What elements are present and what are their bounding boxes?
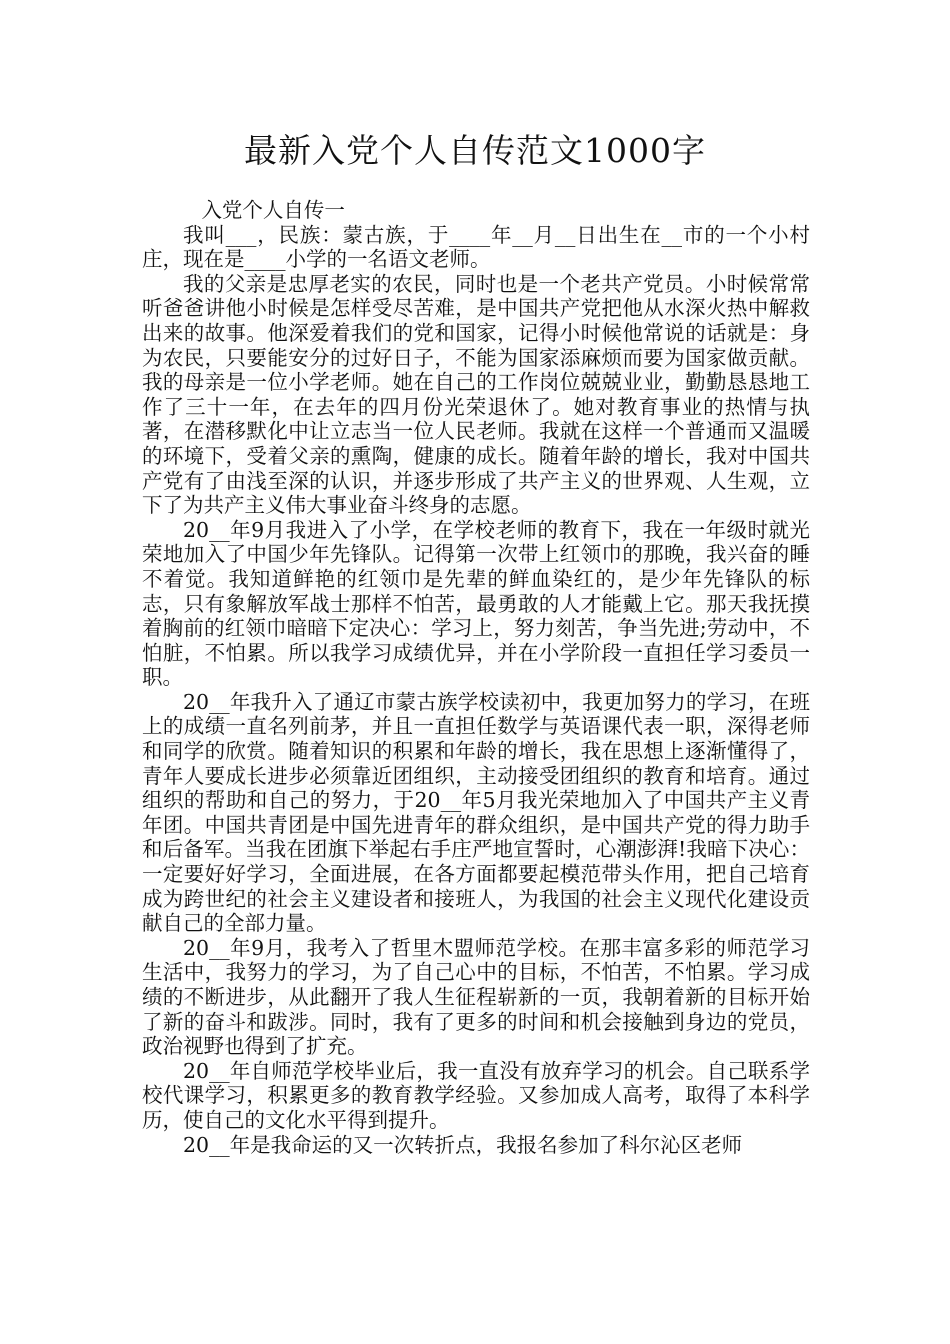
paragraph-turning-point: 20__年是我命运的又一次转折点，我报名参加了科尔沁区老师 bbox=[183, 1132, 743, 1157]
document-body bbox=[142, 198, 810, 1157]
paragraph-graduation: 20__年自师范学校毕业后，我一直没有放弃学习的机会。自己联系学校代课学习，积累更多的教育教学经验。又参加成人高考，取得了本科学历，使自己的文化水平得到提升。 bbox=[142, 1058, 810, 1132]
section-heading: 入党个人自传一 bbox=[201, 198, 345, 222]
paragraph-middle-school: 20__年我升入了通辽市蒙古族学校读初中，我更加努力的学习，在班上的成绩一直名列前茅，并且一直担任数学与英语课代表一职，深得老师和同学的欣赏。随着知识的积累和年龄的增长，我在思想上逐渐懂得了，青年人要成长进步必须靠近团组织，主动接受团组织的教育和培育。通过组织的帮助和自己的努力，于20__年5月我光荣地加入了中国共产主义青年团。中国共青团是中国先进青年的群众组织，是中国共产党的得力助手和后备军。当我在团旗下举起右手庄严地宣誓时，心潮澎湃!我暗下决心：一定要好好学习，全面进展，在各方面都要起模范带头作用，把自己培育成为跨世纪的社会主义建设者和接班人，为我国的社会主义现代化建设贡献自己的全部力量。 bbox=[142, 689, 810, 936]
paragraph-primary-school: 20__年9月我进入了小学，在学校老师的教育下，我在一年级时就光荣地加入了中国少年先锋队。记得第一次带上红领巾的那晚，我兴奋的睡不着觉。我知道鲜艳的红领巾是先辈的鲜血染红的，是少年先锋队的标志，只有象解放军战士那样不怕苦，最勇敢的人才能戴上它。那天我抚摸着胸前的红领巾暗暗下定决心：学习上，努力刻苦，争当先进;劳动中，不怕脏，不怕累。所以我学习成绩优异，并在小学阶段一直担任学习委员一职。 bbox=[142, 517, 810, 690]
paragraph-family: 我的父亲是忠厚老实的农民，同时也是一个老共产党员。小时候常常听爸爸讲他小时候是怎样受尽苦难，是中国共产党把他从水深火热中解救出来的故事。他深爱着我们的党和国家，记得小时候他常说的话就是：身为农民，只要能安分的过好日子，不能为国家添麻烦而要为国家做贡献。我的母亲是一位小学老师。她在自己的工作岗位兢兢业业，勤勤恳恳地工作了三十一年，在去年的四月份光荣退休了。她对教育事业的热情与执著，在潜移默化中让立志当一位人民老师。我就在这样一个普通而又温暖的环境下，受着父亲的熏陶，健康的成长。随着年龄的增长，我对中国共产党有了由浅至深的认识，并逐步形成了共产主义的世界观、人生观，立下了为共产主义伟大事业奋斗终身的志愿。 bbox=[142, 271, 810, 518]
paragraph-intro: 我叫___，民族：蒙古族，于____年__月__日出生在__市的一个小村庄，现在是____小学的一名语文老师。 bbox=[142, 222, 810, 272]
document-title: 最新入党个人自传范文1000字 bbox=[244, 131, 706, 170]
paragraph-normal-school: 20__年9月，我考入了哲里木盟师范学校。在那丰富多彩的师范学习生活中，我努力的学习，为了自己心中的目标，不怕苦，不怕累。学习成绩的不断进步，从此翻开了我人生征程崭新的一页，我朝着新的目标开始了新的奋斗和跋涉。同时，我有了更多的时间和机会接触到身边的党员，政治视野也得到了扩充。 bbox=[142, 935, 810, 1059]
